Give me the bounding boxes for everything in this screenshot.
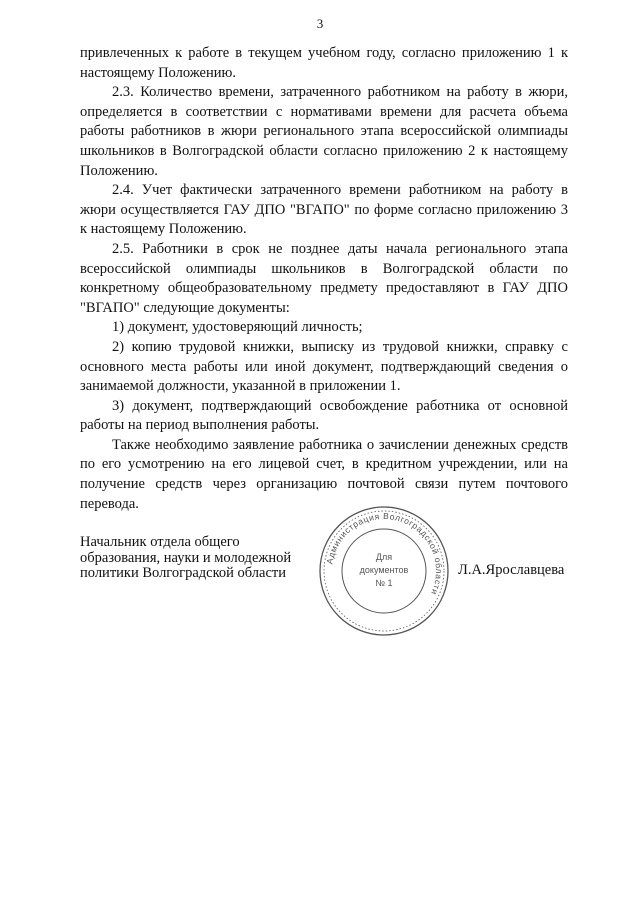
stamp-center-line: № 1 — [375, 578, 393, 588]
signatory-title-line: Начальник отдела общего — [80, 534, 240, 550]
paragraph-2-4: 2.4. Учет фактически затраченного времени работником на работу в жюри осуществляется ГАУ ДПО "ВГАПО" по форме согласно приложению 3 к настоящему Положению. — [80, 182, 568, 238]
signatory-title-line: политики Волгоградской области — [80, 565, 287, 581]
paragraph-2-5: 2.5. Работники в срок не позднее даты начала регионального этапа всероссийской олимпиады школьников в Волгоградской области по конкретному общеобразовательному предмету предоставляют в ГАУ ДПО "ВГАПО" следующие документы: — [80, 240, 568, 316]
paragraph-continuation: привлеченных к работе в текущем учебном году, согласно приложению 1 к настоящему Положению. — [80, 45, 568, 81]
paragraph-application: Также необходимо заявление работника о зачислении денежных средств по его усмотрению на его лицевой счет, в кредитном учреждении, или на получение средств через организацию почтовой связи путем почтового перевода. — [80, 436, 568, 512]
page-number: 3 — [316, 16, 324, 31]
stamp-center-line: Для — [375, 552, 393, 562]
list-item-2: 2) копию трудовой книжки, выписку из трудовой книжки, справку с основного места работы или иной документ, подтверждающий сведения о занимаемой должности, указанной в приложении 1. — [80, 338, 568, 395]
stamp-ring-textpath: Администрация Волгоградской области — [324, 510, 445, 597]
signatory-title-line: образования, науки и молодежной — [80, 549, 292, 566]
signatory-name: Л.А.Ярославцева — [458, 562, 565, 578]
paragraph-2-3: 2.3. Количество времени, затраченного работником на работу в жюри, определяется в соответствии с нормативами времени для расчета объема работы работников в жюри регионального этапа всероссийской олимпиады школьников в Волгоградской области согласно приложению 2 к настоящему Положению. — [80, 84, 568, 179]
signatory-title — [80, 535, 320, 582]
official-stamp — [317, 504, 451, 638]
body-text — [80, 44, 568, 514]
list-item-1: 1) документ, удостоверяющий личность; — [112, 319, 363, 336]
list-item-3: 3) документ, подтверждающий освобождение работника от основной работы на период выполнения работы. — [80, 397, 568, 434]
stamp-center-line: документов — [359, 565, 409, 575]
